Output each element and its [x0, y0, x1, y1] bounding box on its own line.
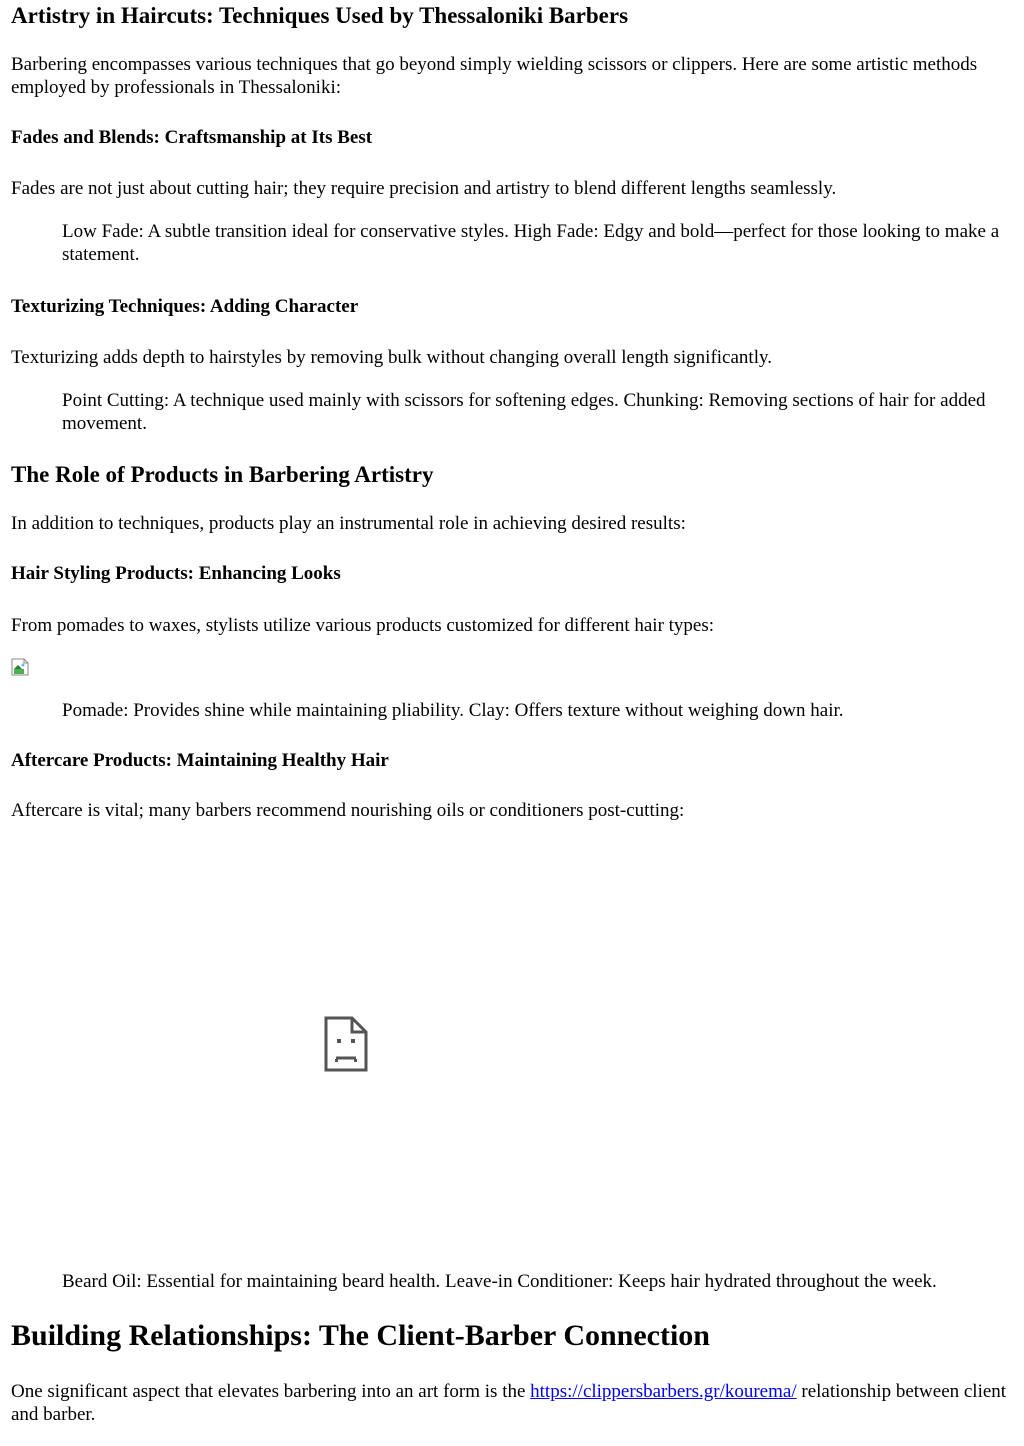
relationship-text-after: relationship between client and barber.	[11, 1381, 1007, 1425]
products-paragraph: In addition to techniques, products play an instrumental role in achieving desired results:	[11, 513, 686, 534]
relationship-paragraph	[11, 1380, 1016, 1426]
aftercare-blockquote: Beard Oil: Essential for maintaining beard health. Leave-in Conditioner: Keeps hair hydrated throughout the week.	[62, 1271, 937, 1292]
texturizing-blockquote: Point Cutting: A technique used mainly with scissors for softening edges. Chunking: Removing sections of hair for added movement.	[62, 390, 986, 434]
subheading-aftercare: Aftercare Products: Maintaining Healthy Hair	[11, 750, 389, 771]
styling-paragraph: From pomades to waxes, stylists utilize various products customized for different hair types:	[11, 615, 715, 636]
broken-image-icon	[11, 658, 31, 678]
subheading-texturizing: Texturizing Techniques: Adding Character	[11, 296, 359, 317]
section-heading-techniques: Artistry in Haircuts: Techniques Used by Thessaloniki Barbers	[11, 3, 629, 28]
subheading-fades: Fades and Blends: Craftsmanship at Its Best	[11, 127, 373, 148]
section-heading-relationships: Building Relationships: The Client-Barber Connection	[11, 1319, 710, 1352]
subheading-styling: Hair Styling Products: Enhancing Looks	[11, 563, 341, 584]
relationship-text-before: One significant aspect that elevates barbering into an art form is the	[11, 1381, 531, 1402]
broken-page-icon	[324, 1016, 368, 1072]
styling-blockquote: Pomade: Provides shine while maintaining pliability. Clay: Offers texture without weighing down hair.	[62, 700, 844, 721]
fades-paragraph: Fades are not just about cutting hair; they require precision and artistry to blend different lengths seamlessly.	[11, 178, 837, 199]
aftercare-paragraph: Aftercare is vital; many barbers recommend nourishing oils or conditioners post-cutting:	[11, 800, 685, 821]
intro-paragraph: Barbering encompasses various techniques that go beyond simply wielding scissors or clippers. Here are some artistic methods employed by professionals in Thessaloniki:	[11, 54, 978, 98]
section-heading-products: The Role of Products in Barbering Artistry	[11, 462, 434, 487]
kourema-link[interactable]: https://clippersbarbers.gr/kourema/	[530, 1381, 797, 1402]
fades-blockquote: Low Fade: A subtle transition ideal for conservative styles. High Fade: Edgy and bold—perfect for those looking to make a statement.	[62, 221, 1000, 265]
texturizing-paragraph: Texturizing adds depth to hairstyles by removing bulk without changing overall length significantly.	[11, 347, 772, 368]
